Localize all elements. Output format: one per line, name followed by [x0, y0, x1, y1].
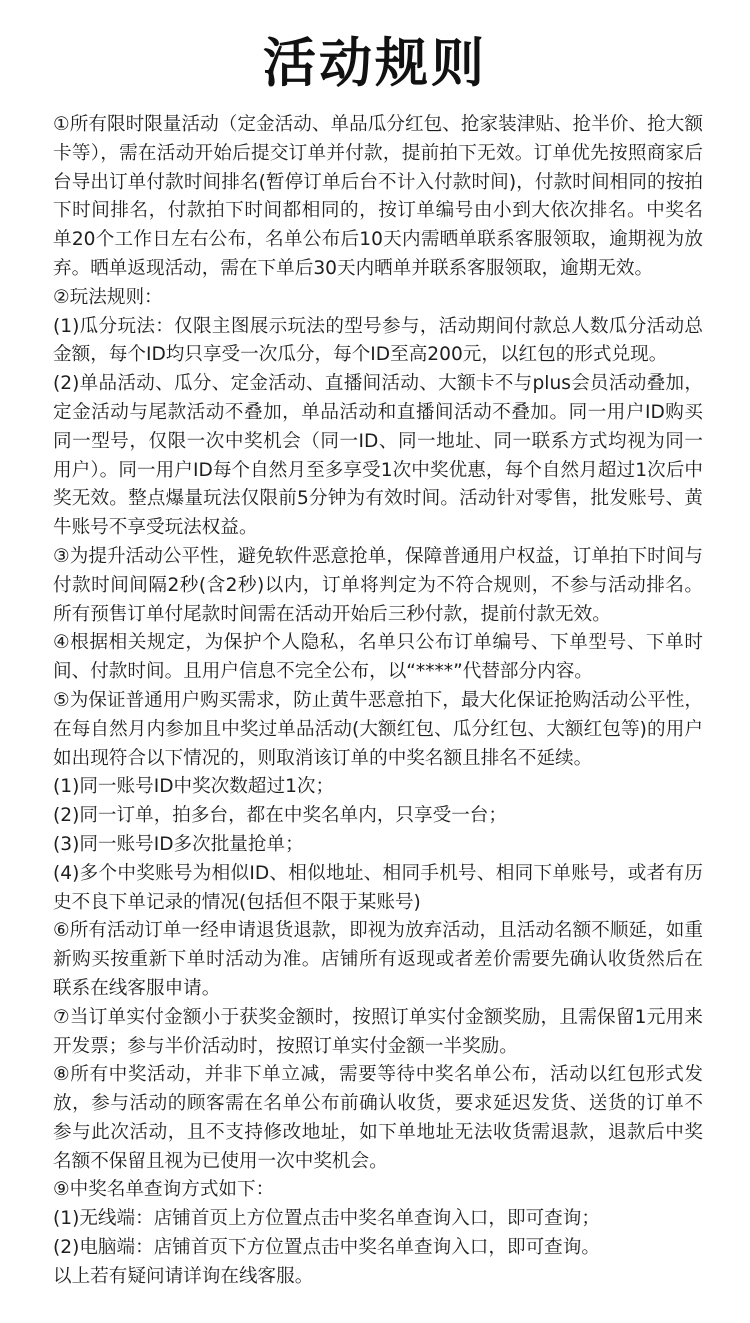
- rule-4-privacy: ④根据相关规定，为保护个人隐私，名单只公布订单编号、下单型号、下单时间、付款时间。且用户信息不完全公布，以“****”代替部分内容。: [53, 632, 703, 683]
- rule-5-case-3: (3)同一账号ID多次批量抢单；: [53, 833, 304, 855]
- rule-2-gameplay-heading: ②玩法规则：: [53, 286, 163, 308]
- rules-body: [53, 111, 703, 1292]
- rule-5-scalper-prevention: ⑤为保证普通用户购买需求，防止黄牛恶意拍下，最大化保证抢购活动公平性，在每自然月内参加且中奖过单品活动(大额红包、瓜分红包、大额红包等)的用户如出现符合以下情况的，则取消该订单的中奖名额且排名不延续。: [53, 689, 703, 769]
- rule-9-pc-query: (2)电脑端：店铺首页下方位置点击中奖名单查询入口，即可查询。: [53, 1237, 600, 1259]
- rule-5-case-1: (1)同一账号ID中奖次数超过1次；: [53, 776, 335, 798]
- rule-2-2-activity-stacking: (2)单品活动、瓜分、定金活动、直播间活动、大额卡不与plus会员活动叠加，定金活动与尾款活动不叠加，单品活动和直播间活动不叠加。同一用户ID购买同一型号，仅限一次中奖机会（同一ID、同一地址、同一联系方式均视为同一用户）。同一用户ID每个自然月至多享受1次中奖优惠，每个自然月超过1次后中奖无效。整点爆量玩法仅限前5分钟为有效时间。活动针对零售，批发账号、黄牛账号不享受玩法权益。: [53, 373, 703, 539]
- rule-5-case-2: (2)同一订单，拍多台，都在中奖名单内，只享受一台；: [53, 805, 507, 827]
- rule-1-time-limited-activities: ①所有限时限量活动（定金活动、单品瓜分红包、抢家装津贴、抢半价、抢大额卡等），需在活动开始后提交订单并付款，提前拍下无效。订单优先按照商家后台导出订单付款时间排名(暂停订单后台不计入付款时间)，付款时间相同的按拍下时间排名，付款拍下时间都相同的，按订单编号由小到大依次排名。中奖名单20个工作日左右公布，名单公布后10天内需晒单联系客服领取，逾期视为放弃。晒单返现活动，需在下单后30天内晒单并联系客服领取，逾期无效。: [53, 114, 703, 279]
- rule-3-fairness: ③为提升活动公平性，避免软件恶意抢单，保障普通用户权益，订单拍下时间与付款时间间隔2秒(含2秒)以内，订单将判定为不符合规则，不参与活动排名。所有预售订单付尾款时间需在活动开始后三秒付款，提前付款无效。: [53, 545, 703, 625]
- rule-7-payment-amount: ⑦当订单实付金额小于获奖金额时，按照订单实付金额奖励，且需保留1元用来开发票；参与半价活动时，按照订单实付金额一半奖励。: [53, 1006, 703, 1057]
- rule-2-1-split-gameplay: (1)瓜分玩法：仅限主图展示玩法的型号参与，活动期间付款总人数瓜分活动总金额，每个ID均只享受一次瓜分，每个ID至高200元，以红包的形式兑现。: [53, 315, 703, 366]
- rule-8-prize-distribution: ⑧所有中奖活动，并非下单立减，需要等待中奖名单公布，活动以红包形式发放，参与活动的顾客需在名单公布前确认收货，要求延迟发货、送货的订单不参与此次活动，且不支持修改地址，如下单地址无法收货需退款，退款后中奖名额不保留且视为已使用一次中奖机会。: [53, 1064, 703, 1172]
- page-title: 活动规则: [263, 33, 487, 94]
- rule-9-query-heading: ⑨中奖名单查询方式如下：: [53, 1179, 275, 1201]
- closing-note: 以上若有疑问请详询在线客服。: [53, 1265, 314, 1287]
- rule-5-case-4: (4)多个中奖账号为相似ID、相似地址、相同手机号、相同下单账号，或者有历史不良下单记录的情况(包括但不限于某账号): [53, 862, 703, 913]
- rule-9-mobile-query: (1)无线端：店铺首页上方位置点击中奖名单查询入口，即可查询；: [53, 1208, 600, 1230]
- rule-6-refunds: ⑥所有活动订单一经申请退货退款，即视为放弃活动，且活动名额不顺延，如重新购买按重新下单时活动为准。店铺所有返现或者差价需要先确认收货然后在联系在线客服申请。: [53, 920, 703, 999]
